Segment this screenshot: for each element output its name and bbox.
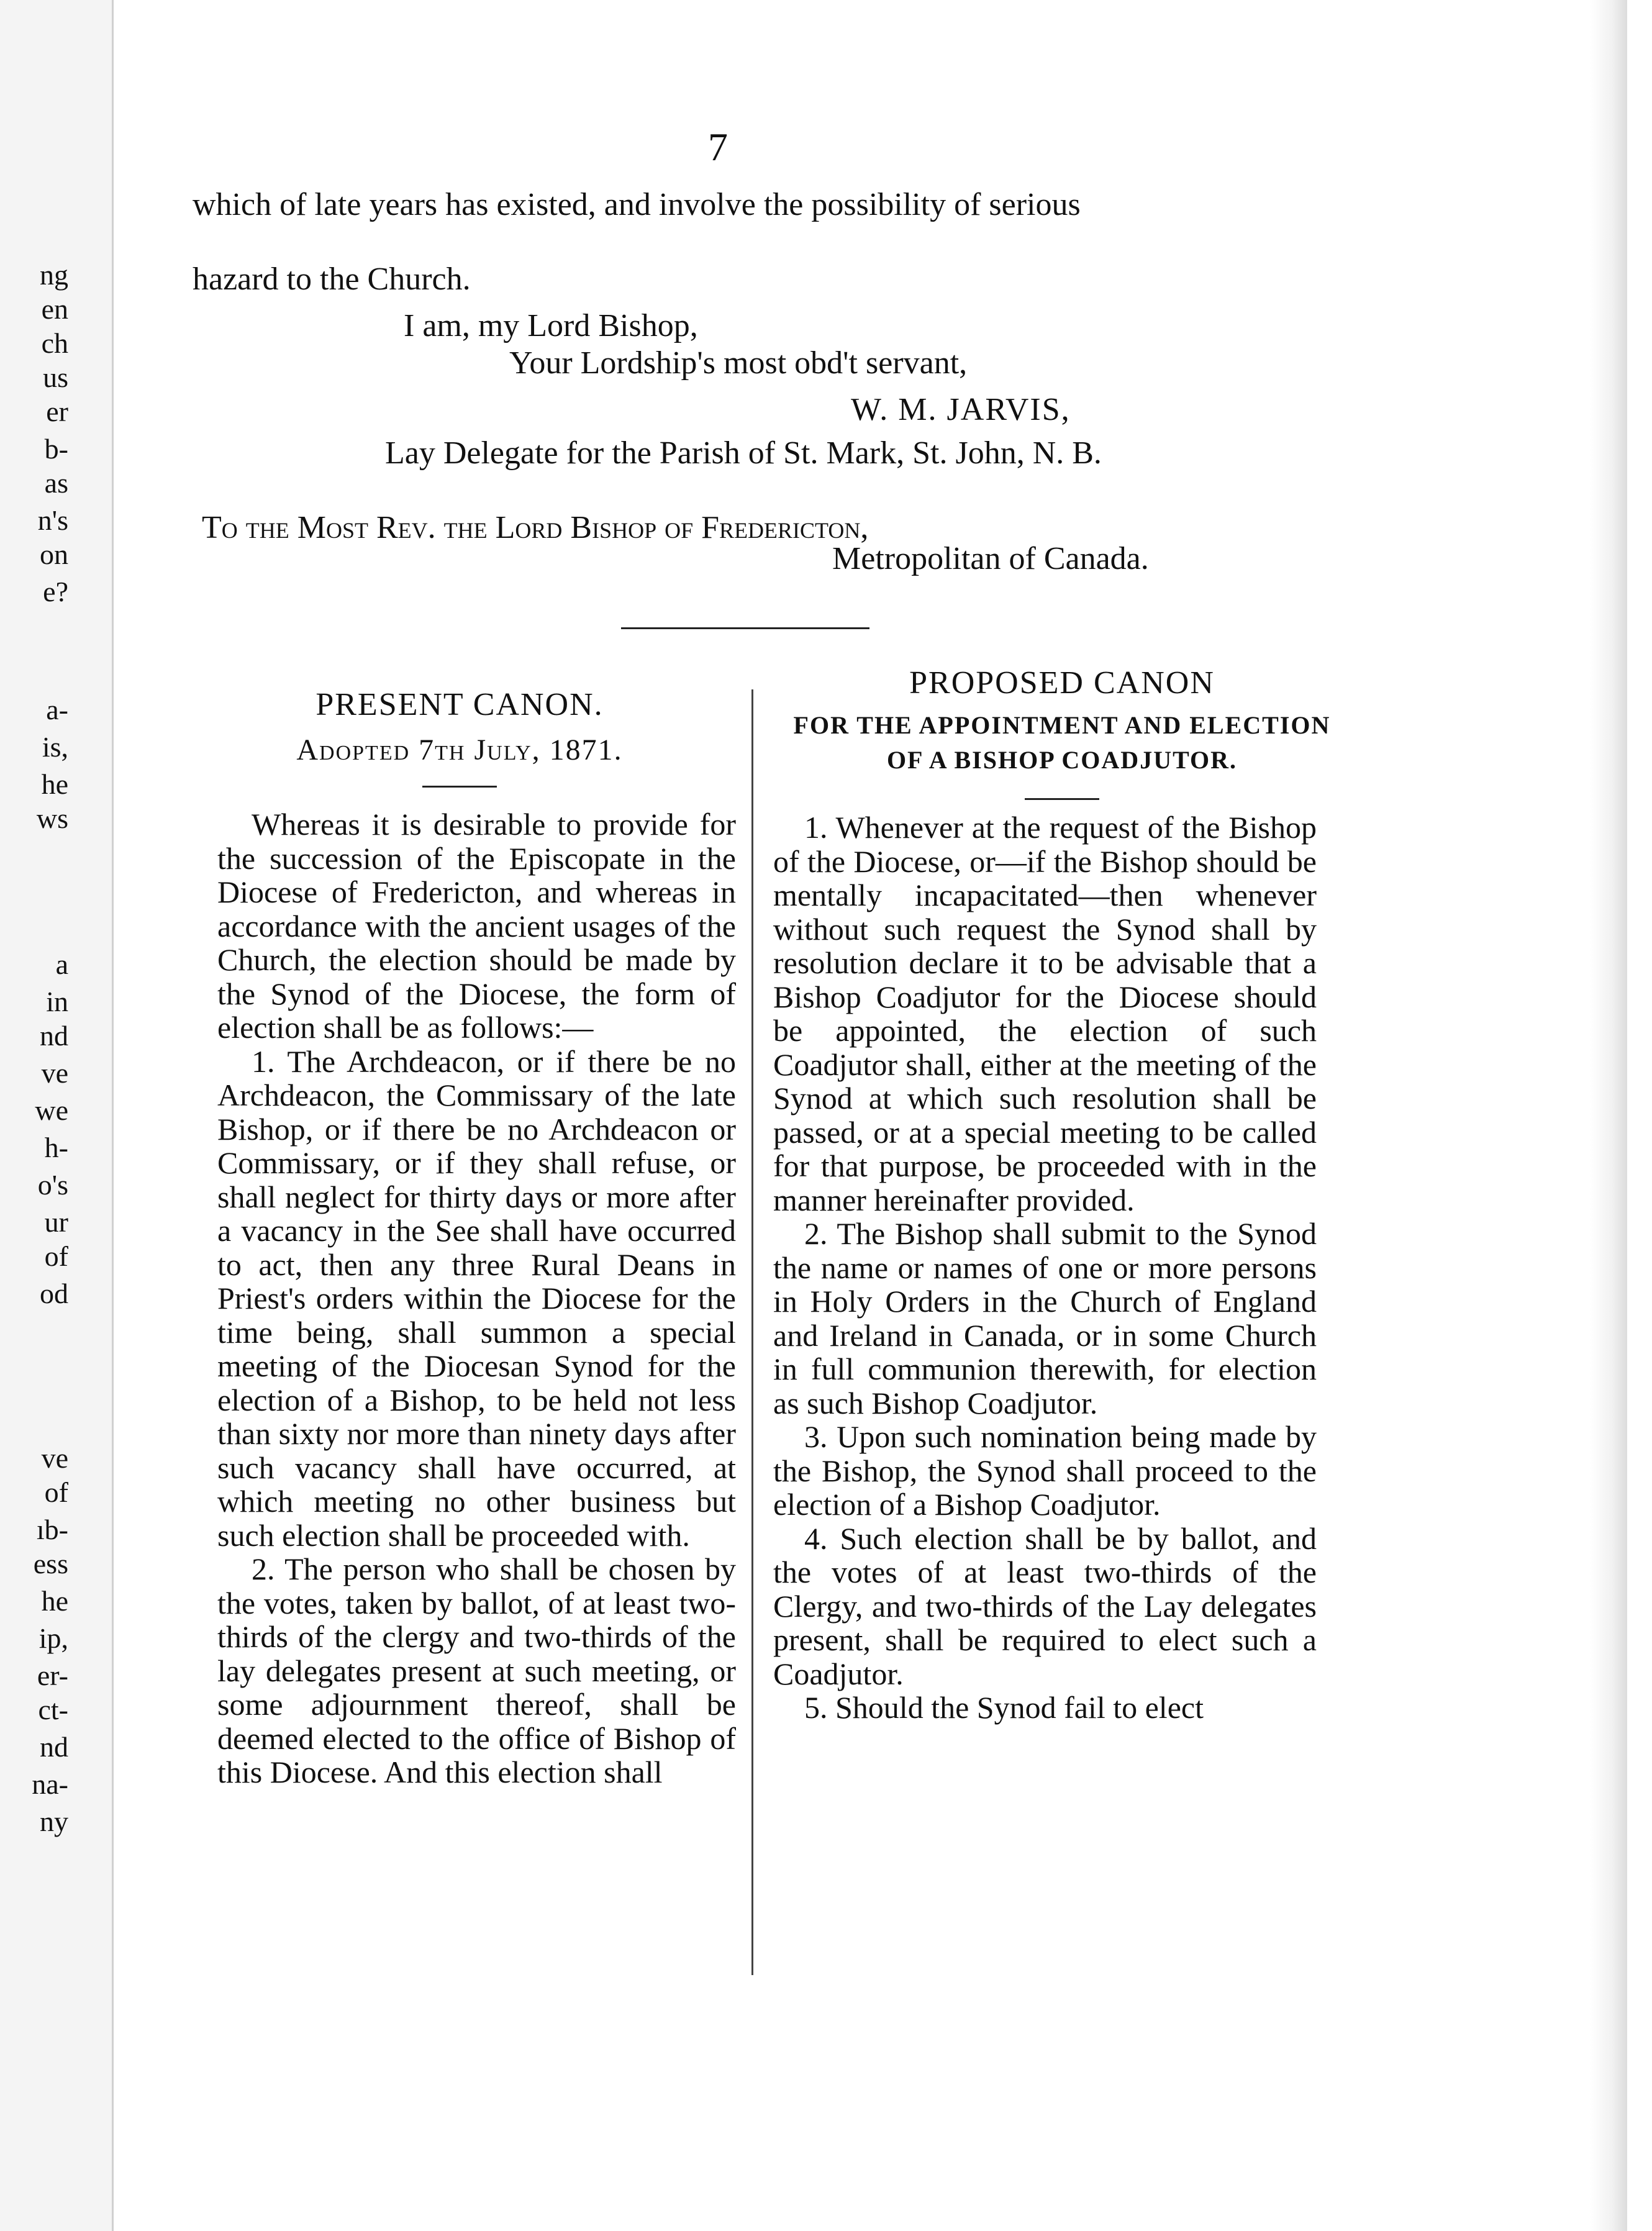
letter-address-2: Metropolitan of Canada. xyxy=(832,541,1149,576)
present-canon-rule xyxy=(422,786,497,788)
facing-page-fragment: he xyxy=(41,1585,68,1617)
facing-page-fragment: od xyxy=(40,1278,68,1309)
letter-line-1: which of late years has existed, and involve the possibility of serious xyxy=(193,187,1081,222)
facing-page-fragment: of xyxy=(44,1476,68,1508)
facing-page-fragment: ve xyxy=(41,1442,68,1474)
letter-line-2: hazard to the Church. xyxy=(193,261,471,297)
facing-page-fragment: ny xyxy=(40,1806,68,1837)
facing-page-fragment: ve xyxy=(41,1057,68,1089)
facing-page-fragment: ıb- xyxy=(36,1514,68,1545)
proposed-canon-heading: PROPOSED CANON xyxy=(909,665,1215,701)
proposed-canon-rule xyxy=(1025,798,1099,800)
facing-page-fragment: n's xyxy=(37,504,68,536)
present-canon-paragraph: 1. The Archdeacon, or if there be no Archdeacon, the Commissary of the late Bishop, or if there be no Archdeacon or Commissary, or if they shall refuse, or shall neglect for thirty days or more after a vacancy in the See shall have occurred to act, then any three Rural Deans in Priest's orders within the Diocese for the time being, shall summon a special meeting of the Diocesan Synod for the election of a Bishop, to be held not less than sixty nor more than ninety days after such vacancy shall have occurred, at which meeting no other business but such election shall be proceeded with. xyxy=(217,1043,736,1553)
facing-page-fragment: in xyxy=(46,986,68,1017)
letter-signature: W. M. JARVIS, xyxy=(851,392,1071,427)
facing-page-fragment: us xyxy=(43,361,68,393)
letter-closing: Your Lordship's most obd't servant, xyxy=(509,345,968,381)
facing-page-fragment: na- xyxy=(32,1768,68,1800)
facing-page-fragment: ess xyxy=(33,1548,68,1579)
letter-salutation: I am, my Lord Bishop, xyxy=(404,308,698,343)
facing-page-fragment: ws xyxy=(36,802,68,834)
present-canon-subheading: Adopted 7th July, 1871. xyxy=(296,734,623,766)
facing-page-fragment: is, xyxy=(42,731,68,763)
facing-page-edge xyxy=(0,0,114,2231)
proposed-canon-text xyxy=(773,811,1317,1725)
proposed-canon-paragraph: 1. Whenever at the request of the Bishop of the Diocese, or—if the Bishop should be mentally incapacitated—then whenever without such request the Synod shall by resolution declare it to be advisable that a Bishop Coadjutor for the Diocese should be appointed, the election of such Coadjutor shall, either at the meeting of the Synod at which such resolution shall be passed, or at a special meeting to be called for that purpose, be proceeded with in the manner hereinafter provided. xyxy=(773,810,1317,1217)
facing-page-fragment: a- xyxy=(46,694,68,725)
section-rule xyxy=(621,627,869,629)
facing-page-fragment: a xyxy=(55,948,68,980)
facing-page-fragment: as xyxy=(44,467,68,499)
proposed-canon-paragraph: 5. Should the Synod fail to elect xyxy=(804,1690,1204,1725)
proposed-canon-subheading: FOR THE APPOINTMENT AND ELECTION OF A BISHOP COADJUTOR. xyxy=(793,711,1331,774)
letter-address-1: To the Most Rev. the Lord Bishop of Fredericton, xyxy=(202,510,869,545)
facing-page-fragment: er- xyxy=(37,1660,68,1691)
facing-page-fragment: e? xyxy=(43,576,68,607)
facing-page-fragment: nd xyxy=(40,1731,68,1763)
facing-page-fragment: ng xyxy=(40,259,68,291)
page-edge-shadow xyxy=(1590,0,1627,2231)
facing-page-fragment: b- xyxy=(44,433,68,465)
facing-page-fragment: ch xyxy=(41,327,68,359)
facing-page-fragment: en xyxy=(41,293,68,325)
proposed-canon-paragraph: 2. The Bishop shall submit to the Synod the name or names of one or more persons in Holy Orders in the Church of England and Ireland in Canada, or in some Church in full communion therewith, for election as such Bishop Coadjutor. xyxy=(773,1216,1317,1420)
column-divider xyxy=(751,689,753,1975)
facing-page-fragment: on xyxy=(40,538,68,570)
facing-page-fragment: nd xyxy=(40,1020,68,1052)
proposed-canon-paragraph: 4. Such election shall be by ballot, and the votes of at least two-thirds of the Clergy, and two-thirds of the Lay delegates present, shall be required to elect such a Coadjutor. xyxy=(773,1520,1317,1691)
facing-page-fragment: er xyxy=(46,396,68,427)
facing-page-fragment: of xyxy=(44,1240,68,1272)
present-canon-heading: PRESENT CANON. xyxy=(315,687,604,722)
facing-page-fragment: h- xyxy=(44,1132,68,1163)
facing-page-fragment: ip, xyxy=(39,1622,68,1654)
page xyxy=(112,0,1627,2231)
facing-page-fragment: ct- xyxy=(38,1694,68,1725)
facing-page-fragment: we xyxy=(35,1094,68,1126)
proposed-canon-paragraph: 3. Upon such nomination being made by the Bishop, the Synod shall proceed to the election of a Bishop Coadjutor. xyxy=(773,1419,1317,1522)
page-number: 7 xyxy=(708,125,728,169)
present-canon-text xyxy=(217,807,736,1789)
facing-page-fragment: he xyxy=(41,768,68,800)
letter-signatory-title: Lay Delegate for the Parish of St. Mark, St. John, N. B. xyxy=(385,435,1102,471)
present-canon-paragraph: 2. The person who shall be chosen by the votes, taken by ballot, of at least two-thirds of the clergy and two-thirds of the lay delegates present at such meeting, or some adjournment thereof, shall be deemed elected to the office of Bishop of this Diocese. And this election shall xyxy=(217,1552,736,1789)
facing-page-fragment: ur xyxy=(44,1206,68,1238)
present-canon-paragraph: Whereas it is desirable to provide for the succession of the Episcopate in the Diocese of Fredericton, and whereas in accordance with the ancient usages of the Church, the election should be made by the Synod of the Diocese, the form of election shall be as follows:— xyxy=(217,807,736,1045)
facing-page-fragment: o's xyxy=(37,1169,68,1201)
